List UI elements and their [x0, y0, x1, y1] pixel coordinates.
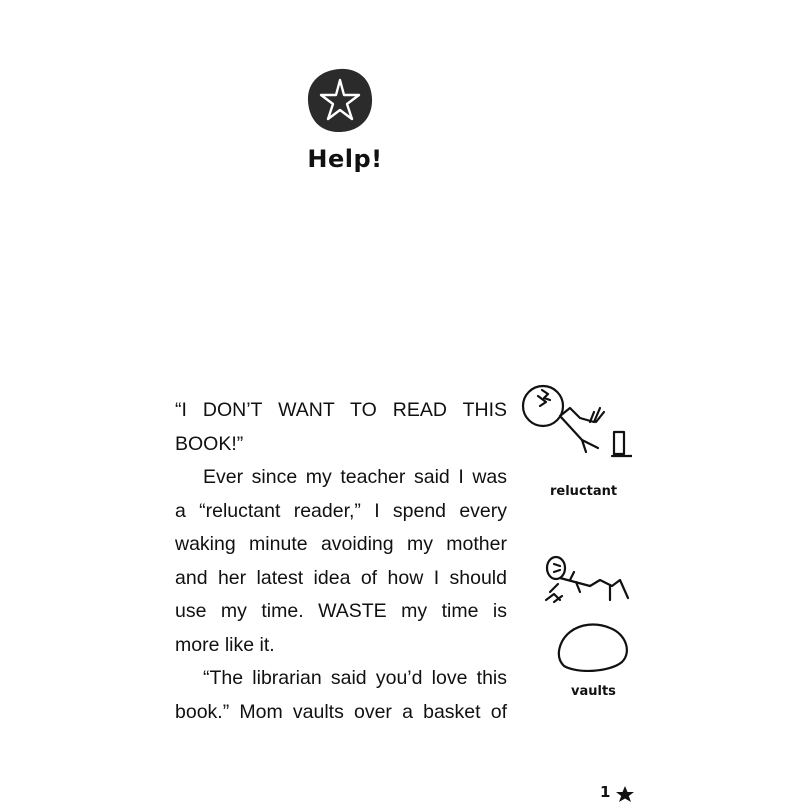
- star-icon: [306, 66, 374, 134]
- text-line: and her latest idea of how I should: [175, 566, 507, 589]
- paragraph-2: [175, 461, 507, 662]
- text-line: more like it.: [175, 633, 275, 656]
- text-line: a “reluctant reader,” I spend every: [175, 499, 507, 522]
- text-line: “I DON’T WANT TO READ THIS: [175, 399, 507, 421]
- vaulting-stick-figure-icon: [540, 552, 640, 672]
- body-text: [175, 394, 507, 729]
- vaults-caption: vaults: [571, 684, 616, 699]
- text-line: Ever since my teacher said I was: [203, 466, 507, 488]
- paragraph-3: [175, 662, 507, 729]
- text-line: book.” Mom vaults over a basket of: [175, 700, 507, 723]
- text-line: BOOK!”: [175, 432, 244, 455]
- page-number: 1: [600, 783, 611, 801]
- reluctant-stick-figure-icon: [520, 378, 632, 472]
- paragraph-1: [175, 394, 507, 461]
- text-line: use my time. WASTE my time is: [175, 600, 507, 622]
- text-line: “The librarian said you’d love this: [203, 667, 507, 689]
- chapter-title: Help!: [307, 145, 383, 173]
- text-line: waking minute avoiding my mother: [175, 533, 507, 555]
- reluctant-caption: reluctant: [550, 484, 618, 499]
